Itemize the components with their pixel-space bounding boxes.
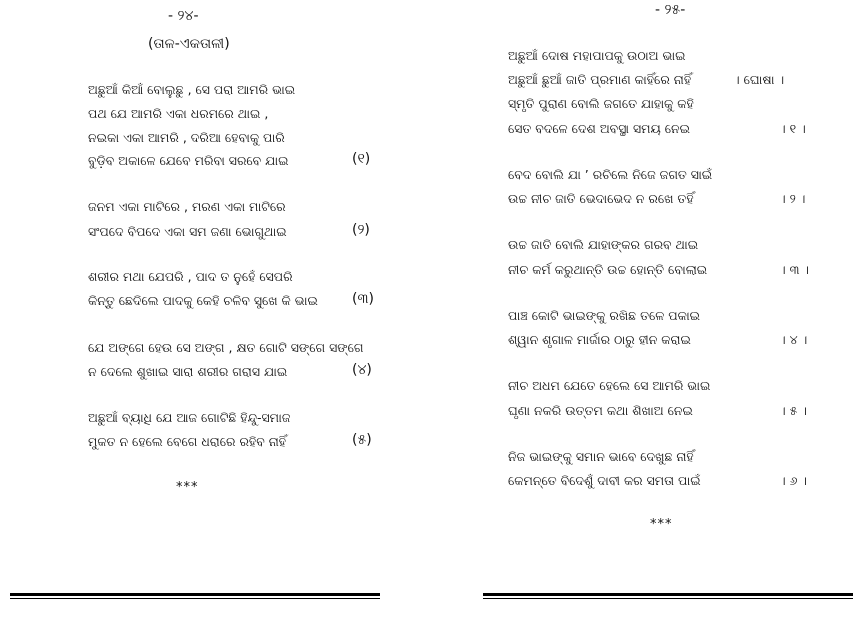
verse-line: ନଇକା ଏକା ଆମରି , ଦରିଆ ହେବାକୁ ପାରି	[88, 130, 285, 145]
refrain-marker: । ଘୋଷା ।	[734, 72, 785, 87]
verse-line: ଉଚ୍ଚ ନୀଚ ଜାତି ଭେଦାଭେଦ ନ ରଖେ ତହିଁ	[508, 191, 694, 206]
section-separator: ***	[176, 480, 199, 495]
stanza-number: (୧)	[352, 151, 371, 167]
verse-line: ଉଚ୍ଚ ଜାତି ବୋଲି ଯାହାଙ୍କର ଗରବ ଥାଇ	[508, 237, 699, 252]
verse-line: ଶ୍ୱାନ ଶୃଗାଳ ମାର୍ଜାର ଠାରୁ ହୀନ କରାଇ	[508, 332, 691, 347]
verse-line: ଯେ ଅଙ୍ଗେ ହେଉ ସେ ଅଙ୍ଗ , କ୍ଷତ ଗୋଟି ସଙ୍ଗେ ସଙ୍ଗେ	[88, 340, 364, 355]
verse-line: ଘୃଣା ନକରି ଉତ୍ତମ କଥା ଶିଖାଅ ନେଇ	[508, 403, 693, 418]
stanza-number: । ୬ ।	[780, 473, 808, 488]
verse-line: ସେତ ବଦଳେ ଦେଶ ଅବସ୍ଥା ସମୟ ନେଇ	[508, 121, 691, 136]
verse-line: ବୁଡ଼ିବ ଅକାଳେ ଯେବେ ମରିବା ସରବେ ଯାଇ	[88, 153, 289, 168]
page-number: - ୨୪-	[168, 8, 199, 24]
verse-line: ଅଛୁଆଁ ଛୁଆଁ ଜାତି ପ୍ରମାଣ କାହିଁରେ ନାହିଁ	[508, 72, 692, 87]
section-separator: ***	[650, 517, 673, 532]
stanza-number: (୩)	[352, 291, 374, 307]
verse-line: ନିଜ ଭାଇଙ୍କୁ ସମାନ ଭାବେ ଦେଖୁଛ ନାହିଁ	[508, 449, 694, 464]
verse-line: ଅଛୁଆଁ ବ୍ୟାଧି ଯେ ଆଜ ଗୋଟିଛି ହିନ୍ଦୁ-ସମାଜ	[88, 410, 291, 425]
right-page	[431, 0, 862, 617]
stanza-number: । ୪ ।	[780, 332, 808, 347]
verse-line: ନୀଚ କର୍ମ କରୁଥାନ୍ତି ଉଚ୍ଚ ହୋନ୍ତି ବୋଲାଇ	[508, 262, 708, 277]
verse-line: ପାଞ୍ଚ କୋଟି ଭାଇଙ୍କୁ ରଖିଛ ତଳେ ପକାଇ	[508, 308, 701, 323]
stanza-number: (୫)	[352, 432, 372, 448]
stanza-number: । ୫ ।	[780, 403, 807, 418]
verse-line: ନୀଚ ଅଧମ ଯେତେ ହେଲେ ସେ ଆମରି ଭାଇ	[508, 378, 711, 393]
verse-line: ଜନମ ଏକା ମାଟିରେ , ମରଣ ଏକା ମାଟିରେ	[88, 199, 286, 214]
stanza-number: (୨)	[352, 222, 370, 238]
verse-line: ସଂପଦେ ବିପଦେ ଏକା ସମ ଜଣା ଭୋଗୁଥାଇ	[88, 224, 287, 239]
verse-line: ନ ଦେଲେ ଶୁଖାଇ ସାରା ଶରୀର ଗରାସ ଯାଇ	[88, 364, 288, 379]
page-number: - ୨୫-	[655, 2, 686, 18]
verse-line: ମୁକତ ନ ହେଲେ ବେଗେ ଧରାରେ ରହିବ ନାହିଁ	[88, 434, 287, 449]
verse-line: ବେଦ ବୋଲି ଯା ’ ରଚିଲେ ନିଜେ ଜଗତ ସାଇଁ	[508, 167, 713, 182]
verse-line: କିନ୍ତୁ ଛେଦିଲେ ପାଦକୁ କେହି ଚଳିବ ସୁଖେ କି ଭାଇ	[88, 293, 318, 308]
page-bottom-rule	[10, 593, 380, 599]
stanza-number: । ୨ ।	[780, 191, 806, 206]
verse-line: ସ୍ମୃତି ପୁରାଣ ବୋଲି ଜଗତେ ଯାହାକୁ କହି	[508, 96, 694, 111]
verse-line: ଅଛୁଆଁ ଦୋଷ ମହାପାପକୁ ଉଠାଅ ଭାଇ	[508, 48, 686, 63]
verse-line: ଶରୀର ମଥା ଯେପରି , ପାଦ ତ ନୁହେଁ ସେପରି	[88, 269, 293, 284]
stanza-number: (୪)	[352, 362, 372, 378]
verse-line: କେମନ୍ତେ ବିଦେଶୁଁ ଦାବୀ କର ସମତା ପାଇଁ	[508, 473, 701, 488]
song-subtitle: (ତାଳ-ଏକତାଳୀ)	[148, 36, 230, 52]
verse-line: ଅଛୁଆଁ କିଆଁ ବୋଲୁଛୁ , ସେ ପରା ଆମରି ଭାଇ	[88, 82, 296, 97]
page-bottom-rule	[483, 593, 853, 599]
verse-line: ପଥ ଯେ ଆମରି ଏକା ଧରମରେ ଥାଇ ,	[88, 106, 269, 121]
stanza-number: । ୧ ।	[780, 121, 806, 136]
stanza-number: । ୩ ।	[780, 262, 810, 277]
